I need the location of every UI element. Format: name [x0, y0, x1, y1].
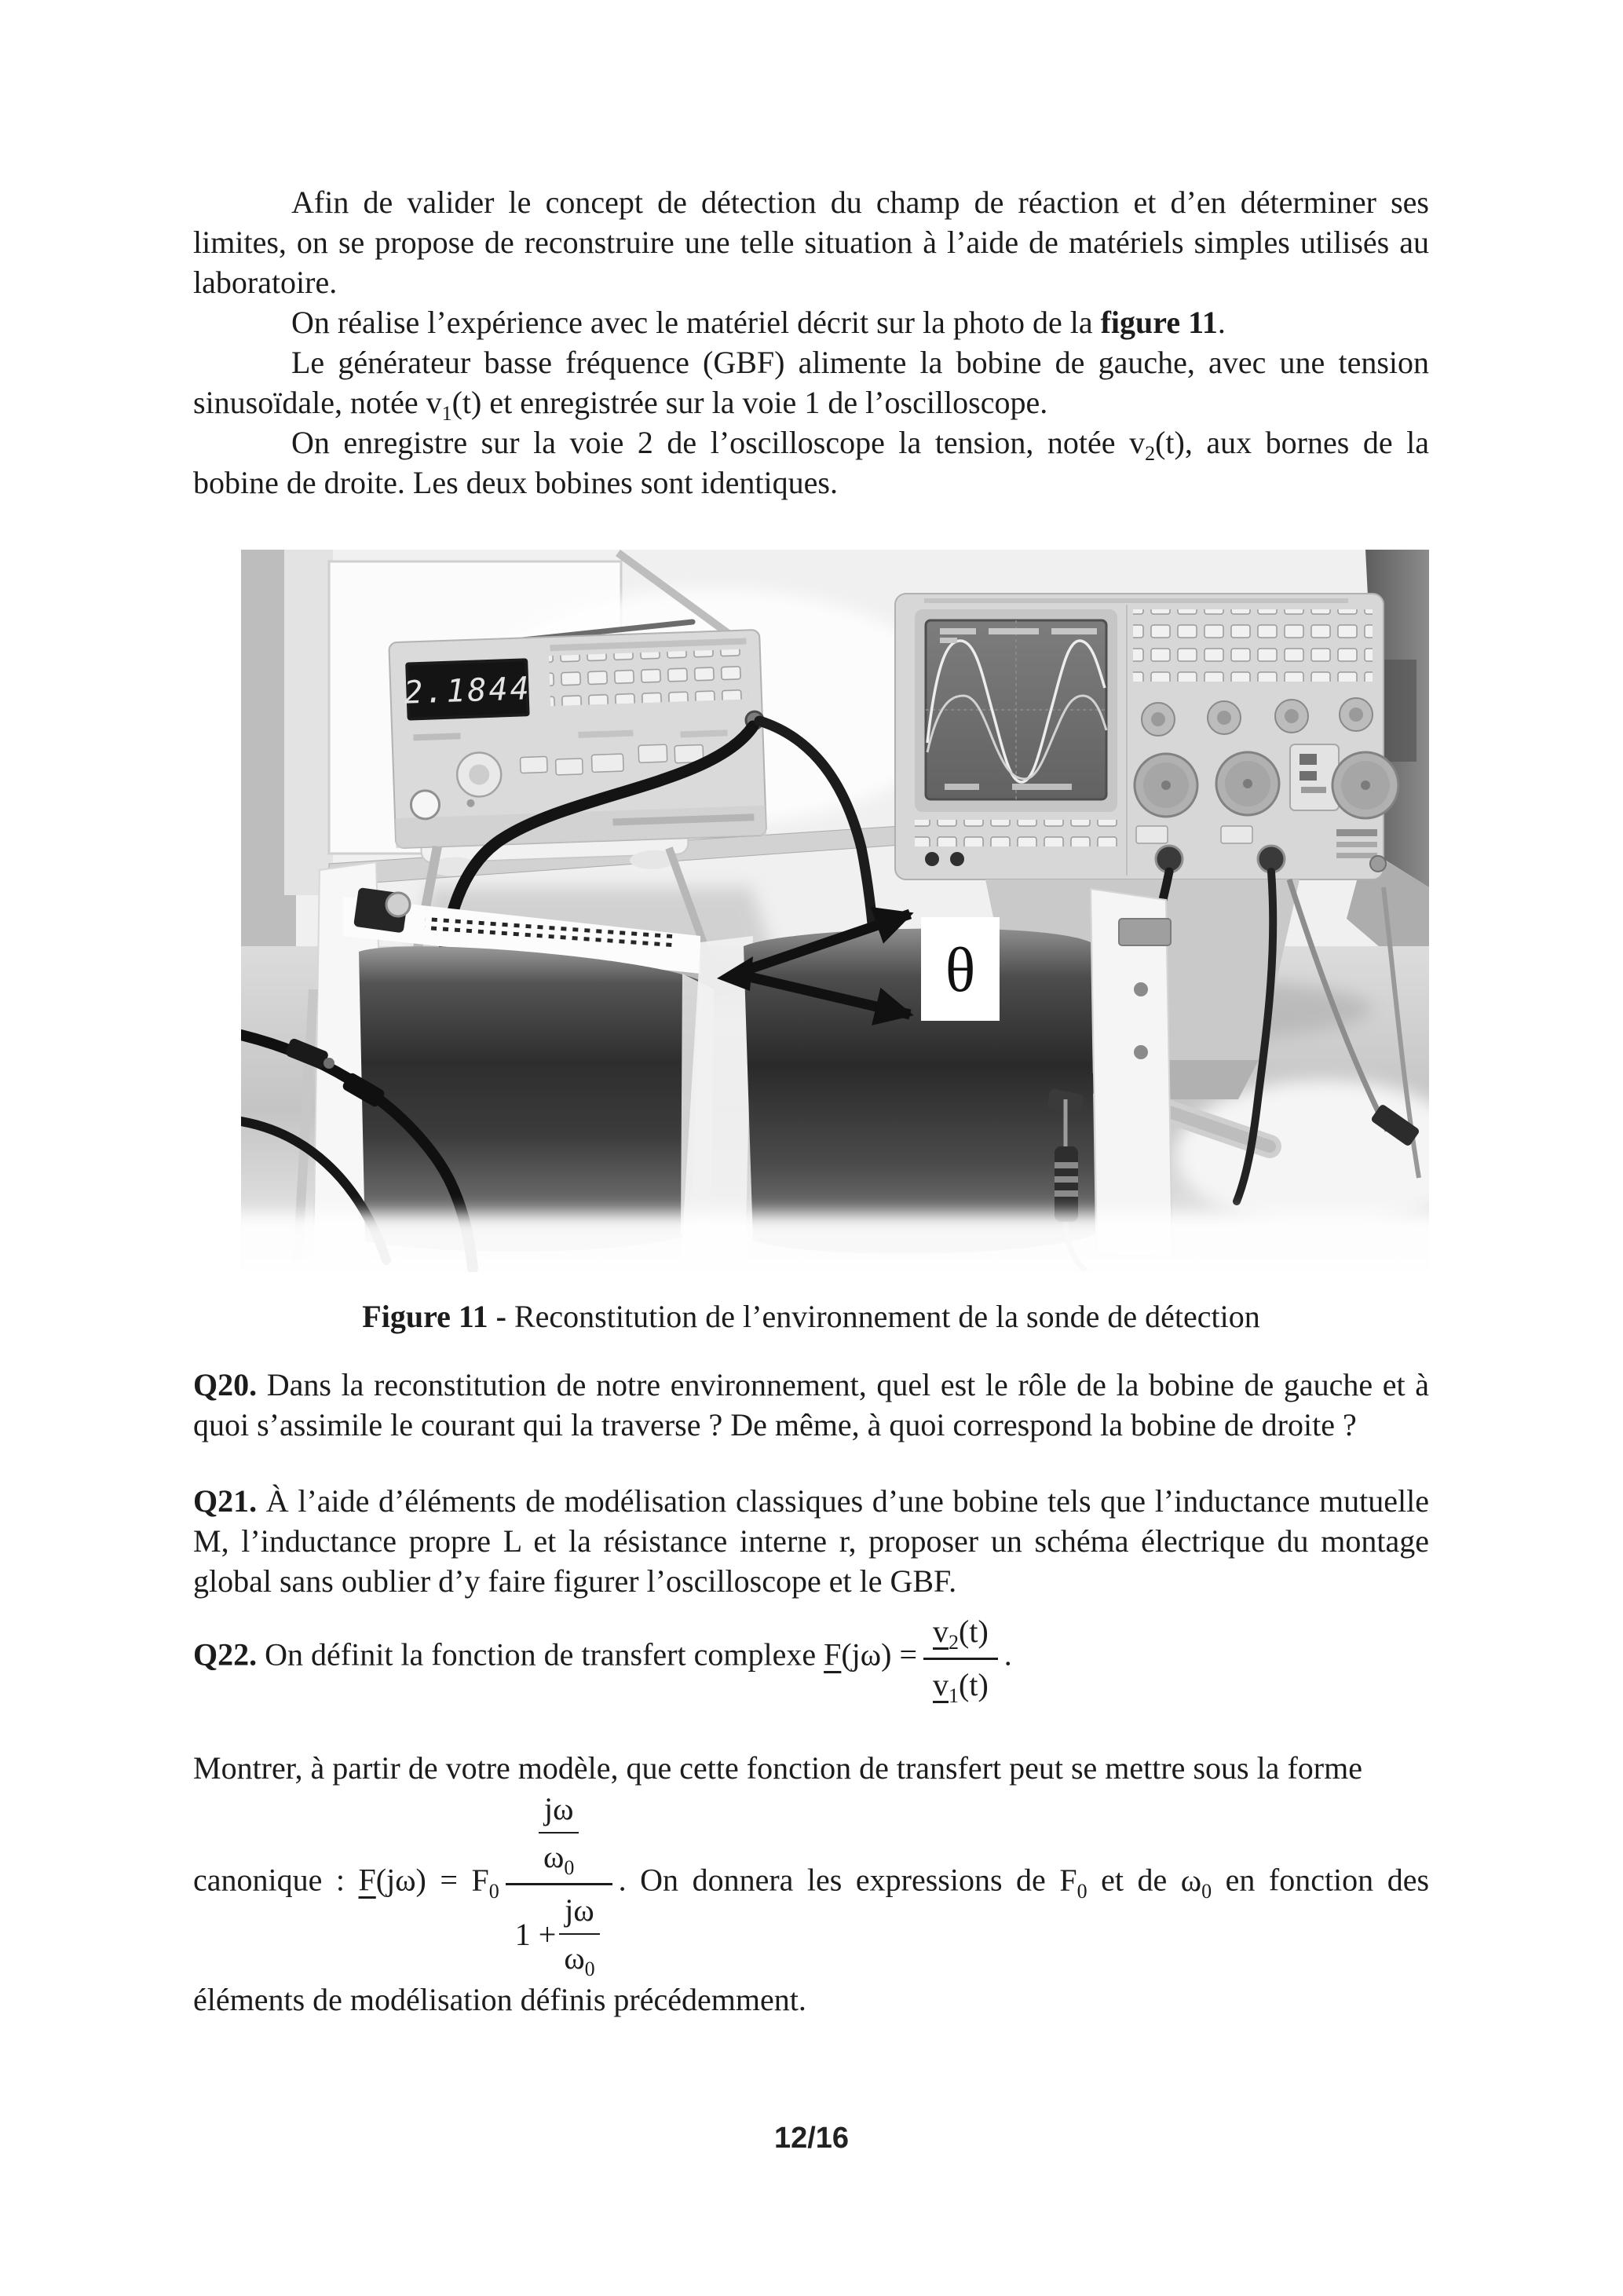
q20-label: Q20. — [193, 1367, 258, 1402]
lab-photo — [241, 550, 1429, 1272]
inner-fraction-bottom: $\frac{j\omega}{\omega_0}$ — [559, 1890, 599, 1978]
q20-text: Dans la reconstitution de notre environnement, quel est le rôle de la bobine de gauche et à quoi s’assimile le courant qui la traverse ? De même, à quoi correspond la bobine de droite ? — [193, 1367, 1429, 1442]
q22-label: Q22. — [193, 1636, 258, 1673]
F0-symbol: $F_0$ — [471, 1862, 499, 1903]
question-q20 — [193, 1365, 1429, 1445]
inner-fraction-top: $\frac{j\omega}{\omega_0}$ — [539, 1789, 579, 1877]
screen-readout-text — [940, 628, 976, 634]
q22-canonical-form: canonique : $F(j\omega) = F_0$ $\frac{j\omega}{\omega_0}$ 1 + $\frac{j\omega}{\omega_0}$ . On donnera les expressions de $F_0$ et de $\omega_0$ en fonction des éléments de modélisation définis précédemment. — [193, 1787, 1429, 2020]
theta-label: θ — [945, 936, 976, 1005]
omega0-symbol: $\omega_0$ — [1180, 1862, 1212, 1903]
gbf-power-button — [411, 790, 440, 819]
paragraph-experience-text: On réalise l’expérience avec le matériel décrit sur la photo de la — [291, 305, 1101, 340]
canonical-fraction: $\frac{j\omega}{\omega_0}$ 1 + $\frac{j\omega}{\omega_0}$ — [506, 1787, 612, 1980]
trigger-button-field — [1133, 609, 1373, 682]
paragraph-experience: On réalise l’expérience avec le matériel décrit sur la photo de la figure 11. — [291, 305, 1226, 340]
figure-caption — [193, 1297, 1429, 1336]
gbf-keypad — [549, 649, 748, 706]
q22-montrer-line — [193, 1748, 1429, 1788]
q22-donnera-text: . On donnera les expressions de — [618, 1862, 1060, 1898]
q21-label: Q21. — [193, 1483, 258, 1519]
gbf-display-value: 2.1844 — [403, 671, 532, 711]
v1-symbol: $v_1(t)$ — [426, 385, 482, 425]
page-number: 12/16 — [773, 2122, 850, 2155]
canonical-intro: canonique : — [193, 1862, 359, 1898]
q22-en-fonction-text: en fonction des éléments de modélisation définis précédemment. — [193, 1862, 1430, 2017]
right-coil-winding — [744, 928, 1095, 1254]
figure-11-reference: figure 11 — [1100, 305, 1218, 340]
transfer-function-fraction: $\frac{v_2(t)}{v_1(t)}$ — [923, 1610, 998, 1706]
question-q21 — [193, 1481, 1429, 1601]
paragraph-gbf: Le générateur basse fréquence (GBF) alimente la bobine de gauche, avec une tension sinusoïdale, notée $v_1(t)$ et enregistrée sur la voie 1 de l’oscilloscope. — [193, 345, 1429, 425]
window-jamb — [284, 550, 333, 895]
paragraph-validation: Afin de valider le concept de détection du champ de réaction et d’en déterminer ses limites, on se propose de reconstruire une telle situation à l’aide de matériels simples utilisés au laboratoire. — [193, 185, 1429, 300]
paragraph-voie2: On enregistre sur la voie 2 de l’oscilloscope la tension, notée $v_2(t)$, aux bornes de la bobine de droite. Les deux bobines sont identiques. — [193, 425, 1429, 500]
scope-brand-label — [1336, 829, 1377, 836]
right-coil-clamp — [1119, 919, 1171, 945]
F0-symbol-2: $F_0$ — [1059, 1862, 1087, 1903]
question-q22: Q22. On définit la fonction de transfert complexe F(jω) = $\frac{v_2(t)}{v_1(t)}$ . — [193, 1610, 1429, 1706]
striped-plug — [1055, 1146, 1078, 1222]
figure-caption-text: Reconstitution de l’environnement de la sonde de détection — [506, 1299, 1260, 1334]
v2-symbol: $v_2(t)$ — [1129, 425, 1185, 465]
intro-paragraphs — [193, 182, 1429, 503]
transfer-function-symbol: F — [824, 1636, 842, 1673]
q22-intro: On définit la fonction de transfert complexe — [257, 1636, 824, 1673]
q22-montrer-text: Montrer, à partir de votre modèle, que cette fonction de transfert peut se mettre sous la forme — [193, 1750, 1362, 1786]
figure-caption-number: Figure 11 - — [362, 1299, 506, 1334]
left-coil-winding — [359, 946, 699, 1252]
q21-text: À l’aide d’éléments de modélisation classiques d’une bobine tels que l’inductance mutuelle M, l’inductance propre L et la résistance interne r, proposer un schéma électrique du montage global sans oublier d’y faire figurer l’oscilloscope et le GBF. — [193, 1483, 1429, 1599]
front-connector-strip — [915, 820, 1120, 846]
